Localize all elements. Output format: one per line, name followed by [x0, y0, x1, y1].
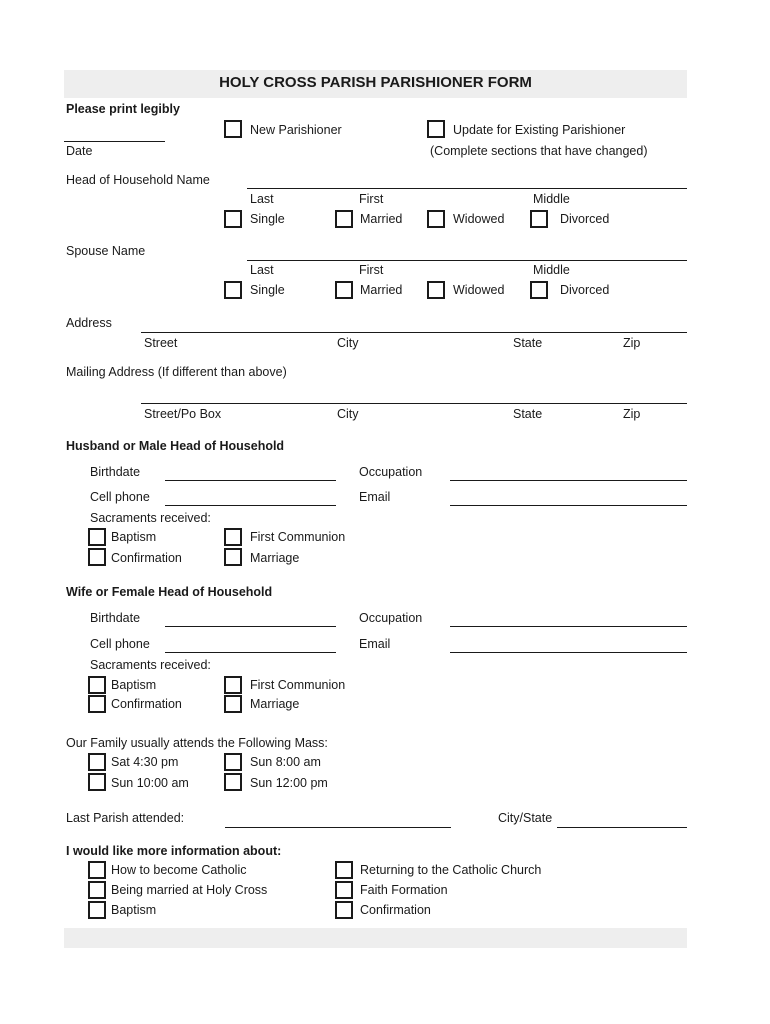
- mass-sun-1200-checkbox[interactable]: [224, 773, 242, 791]
- mass-sun-1000-label: Sun 10:00 am: [111, 776, 189, 790]
- info-become-catholic-checkbox[interactable]: [88, 861, 106, 879]
- wife-sacraments-label: Sacraments received:: [90, 658, 211, 672]
- info-baptism-label: Baptism: [111, 903, 157, 917]
- husband-marriage-checkbox[interactable]: [224, 548, 242, 566]
- spouse-last-label: Last: [250, 263, 274, 277]
- spouse-widowed-label: Widowed: [453, 283, 505, 297]
- hoh-widowed-label: Widowed: [453, 212, 505, 226]
- husband-baptism-checkbox[interactable]: [88, 528, 106, 546]
- city-state-label: City/State: [498, 811, 553, 825]
- hoh-single-checkbox[interactable]: [224, 210, 242, 228]
- wife-cell-input[interactable]: [165, 636, 336, 653]
- wife-marriage-label: Marriage: [250, 697, 300, 711]
- spouse-divorced-label: Divorced: [560, 283, 610, 297]
- mass-sun-1200-label: Sun 12:00 pm: [250, 776, 328, 790]
- husband-sacraments-label: Sacraments received:: [90, 511, 211, 525]
- address-state-label: State: [513, 336, 543, 350]
- husband-occupation-input[interactable]: [450, 464, 687, 481]
- info-baptism-checkbox[interactable]: [88, 901, 106, 919]
- mass-sat-430-label: Sat 4:30 pm: [111, 755, 179, 769]
- info-confirmation-label: Confirmation: [360, 903, 431, 917]
- spouse-married-label: Married: [360, 283, 403, 297]
- spouse-divorced-checkbox[interactable]: [530, 281, 548, 299]
- spouse-single-label: Single: [250, 283, 285, 297]
- new-parishioner-checkbox[interactable]: [224, 120, 242, 138]
- footer-band: [64, 928, 687, 948]
- wife-email-label: Email: [359, 637, 391, 651]
- wife-first-communion-checkbox[interactable]: [224, 676, 242, 694]
- hoh-first-label: First: [359, 192, 384, 206]
- wife-baptism-checkbox[interactable]: [88, 676, 106, 694]
- mailing-street-label: Street/Po Box: [144, 407, 222, 421]
- hoh-middle-label: Middle: [533, 192, 570, 206]
- info-married-holy-cross-label: Being married at Holy Cross: [111, 883, 268, 897]
- husband-heading: Husband or Male Head of Household: [66, 439, 285, 453]
- info-faith-formation-label: Faith Formation: [360, 883, 448, 897]
- husband-cell-label: Cell phone: [90, 490, 150, 504]
- wife-cell-label: Cell phone: [90, 637, 150, 651]
- mass-sun-1000-checkbox[interactable]: [88, 773, 106, 791]
- husband-occupation-label: Occupation: [359, 465, 423, 479]
- hoh-married-checkbox[interactable]: [335, 210, 353, 228]
- wife-confirmation-label: Confirmation: [111, 697, 182, 711]
- form-title: HOLY CROSS PARISH PARISHIONER FORM: [219, 74, 532, 91]
- wife-marriage-checkbox[interactable]: [224, 695, 242, 713]
- wife-baptism-label: Baptism: [111, 678, 157, 692]
- info-married-holy-cross-checkbox[interactable]: [88, 881, 106, 899]
- wife-occupation-input[interactable]: [450, 610, 687, 627]
- hoh-single-label: Single: [250, 212, 285, 226]
- mailing-address-input[interactable]: [141, 387, 687, 404]
- info-returning-checkbox[interactable]: [335, 861, 353, 879]
- spouse-name-input[interactable]: [247, 244, 687, 261]
- mass-sun-800-label: Sun 8:00 am: [250, 755, 321, 769]
- wife-occupation-label: Occupation: [359, 611, 423, 625]
- husband-first-communion-checkbox[interactable]: [224, 528, 242, 546]
- mass-label: Our Family usually attends the Following Mass:: [66, 736, 328, 750]
- hoh-married-label: Married: [360, 212, 403, 226]
- head-of-household-label: Head of Household Name: [66, 173, 210, 187]
- wife-confirmation-checkbox[interactable]: [88, 695, 106, 713]
- spouse-single-checkbox[interactable]: [224, 281, 242, 299]
- address-city-label: City: [337, 336, 359, 350]
- spouse-widowed-checkbox[interactable]: [427, 281, 445, 299]
- last-parish-input[interactable]: [225, 811, 451, 828]
- update-note: (Complete sections that have changed): [430, 144, 648, 158]
- husband-birthdate-label: Birthdate: [90, 465, 141, 479]
- spouse-middle-label: Middle: [533, 263, 570, 277]
- husband-confirmation-checkbox[interactable]: [88, 548, 106, 566]
- husband-confirmation-label: Confirmation: [111, 551, 182, 565]
- wife-birthdate-label: Birthdate: [90, 611, 141, 625]
- info-confirmation-checkbox[interactable]: [335, 901, 353, 919]
- hoh-last-label: Last: [250, 192, 274, 206]
- husband-baptism-label: Baptism: [111, 530, 157, 544]
- spouse-first-label: First: [359, 263, 384, 277]
- husband-first-communion-label: First Communion: [250, 530, 346, 544]
- date-input[interactable]: [64, 125, 165, 142]
- address-input[interactable]: [141, 316, 687, 333]
- last-parish-label: Last Parish attended:: [66, 811, 185, 825]
- update-parishioner-checkbox[interactable]: [427, 120, 445, 138]
- date-label: Date: [66, 144, 93, 158]
- spouse-label: Spouse Name: [66, 244, 146, 258]
- info-heading: I would like more information about:: [66, 844, 282, 858]
- city-state-input[interactable]: [557, 811, 687, 828]
- info-returning-label: Returning to the Catholic Church: [360, 863, 542, 877]
- hoh-divorced-label: Divorced: [560, 212, 610, 226]
- mass-sun-800-checkbox[interactable]: [224, 753, 242, 771]
- new-parishioner-label: New Parishioner: [250, 123, 342, 137]
- mailing-state-label: State: [513, 407, 543, 421]
- update-parishioner-label: Update for Existing Parishioner: [453, 123, 626, 137]
- hoh-divorced-checkbox[interactable]: [530, 210, 548, 228]
- husband-cell-input[interactable]: [165, 489, 336, 506]
- spouse-married-checkbox[interactable]: [335, 281, 353, 299]
- wife-birthdate-input[interactable]: [165, 610, 336, 627]
- instruction-text: Please print legibly: [66, 102, 180, 116]
- wife-heading: Wife or Female Head of Household: [66, 585, 273, 599]
- head-of-household-name-input[interactable]: [247, 172, 687, 189]
- husband-email-label: Email: [359, 490, 391, 504]
- address-street-label: Street: [144, 336, 178, 350]
- mailing-address-label: Mailing Address (If different than above): [66, 365, 287, 379]
- mailing-zip-label: Zip: [623, 407, 641, 421]
- info-faith-formation-checkbox[interactable]: [335, 881, 353, 899]
- wife-first-communion-label: First Communion: [250, 678, 346, 692]
- wife-email-input[interactable]: [450, 636, 687, 653]
- husband-birthdate-input[interactable]: [165, 464, 336, 481]
- husband-marriage-label: Marriage: [250, 551, 300, 565]
- husband-email-input[interactable]: [450, 489, 687, 506]
- info-become-catholic-label: How to become Catholic: [111, 863, 247, 877]
- address-label: Address: [66, 316, 112, 330]
- hoh-widowed-checkbox[interactable]: [427, 210, 445, 228]
- mailing-city-label: City: [337, 407, 359, 421]
- address-zip-label: Zip: [623, 336, 641, 350]
- mass-sat-430-checkbox[interactable]: [88, 753, 106, 771]
